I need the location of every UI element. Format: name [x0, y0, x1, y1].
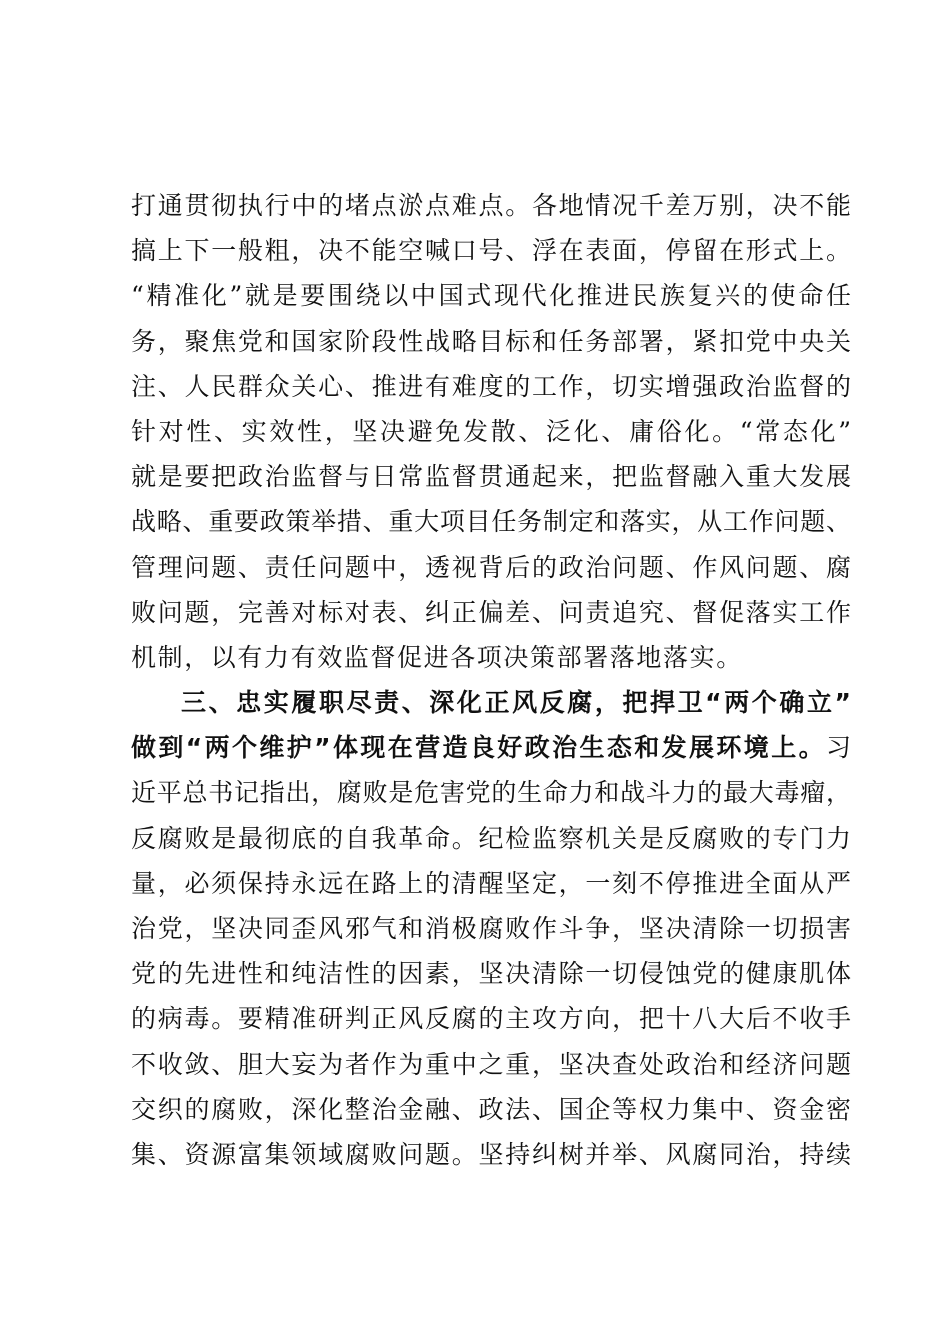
text-line: 党的先进性和纯洁性的因素，坚决清除一切侵蚀党的健康肌体 [131, 959, 851, 989]
section-heading-continued [131, 725, 851, 770]
text-line: 治党，坚决同歪风邪气和消极腐败作斗争，坚决清除一切损害 [131, 914, 851, 943]
text-line: 针对性、实效性，坚决避免发散、泛化、庸俗化。“常态化” [131, 416, 851, 446]
text-line: 反腐败是最彻底的自我革命。纪检监察机关是反腐败的专门力 [131, 823, 851, 853]
text-line: 不收敛、胆大妄为者作为重中之重，坚决查处政治和经济问题 [131, 1049, 851, 1079]
section-heading: 三、忠实履职尽责、深化正风反腐，把捍卫“两个确立” [181, 688, 851, 718]
text-line: 注、人民群众关心、推进有难度的工作，切实增强政治监督的 [131, 371, 851, 401]
section-heading-line2: 做到“两个维护”体现在营造良好政治生态和发展环境上。 [131, 733, 826, 763]
text-line: 交织的腐败，深化整治金融、政法、国企等权力集中、资金密 [131, 1094, 851, 1124]
text-line: “精准化”就是要围绕以中国式现代化推进民族复兴的使命任 [131, 281, 851, 311]
text-line: 战略、重要政策举措、重大项目任务制定和落实，从工作问题、 [131, 507, 851, 537]
text-line: 机制，以有力有效监督促进各项决策部署落地落实。 [131, 642, 743, 672]
text-line: 败问题，完善对标对表、纠正偏差、问责追究、督促落实工作 [131, 597, 851, 627]
text-line: 管理问题、责任问题中，透视背后的政治问题、作风问题、腐 [131, 552, 851, 582]
text-line: 的病毒。要精准研判正风反腐的主攻方向，把十八大后不收手 [131, 1004, 851, 1034]
text-line: 打通贯彻执行中的堵点淤点难点。各地情况千差万别，决不能 [131, 191, 851, 220]
text-line: 搞上下一般粗，决不能空喊口号、浮在表面，停留在形式上。 [131, 236, 851, 266]
text-line: 近平总书记指出，腐败是危害党的生命力和战斗力的最大毒瘤， [131, 778, 851, 808]
text-fragment: 习 [825, 733, 851, 763]
body-text [131, 183, 851, 1177]
text-line: 就是要把政治监督与日常监督贯通起来，把监督融入重大发展 [131, 462, 851, 492]
text-line: 务，聚焦党和国家阶段性战略目标和任务部署，紧扣党中央关 [131, 326, 851, 356]
text-line: 集、资源富集领域腐败问题。坚持纠树并举、风腐同治，持续 [131, 1139, 851, 1169]
text-line: 量，必须保持永远在路上的清醒坚定，一刻不停推进全面从严 [131, 868, 851, 898]
